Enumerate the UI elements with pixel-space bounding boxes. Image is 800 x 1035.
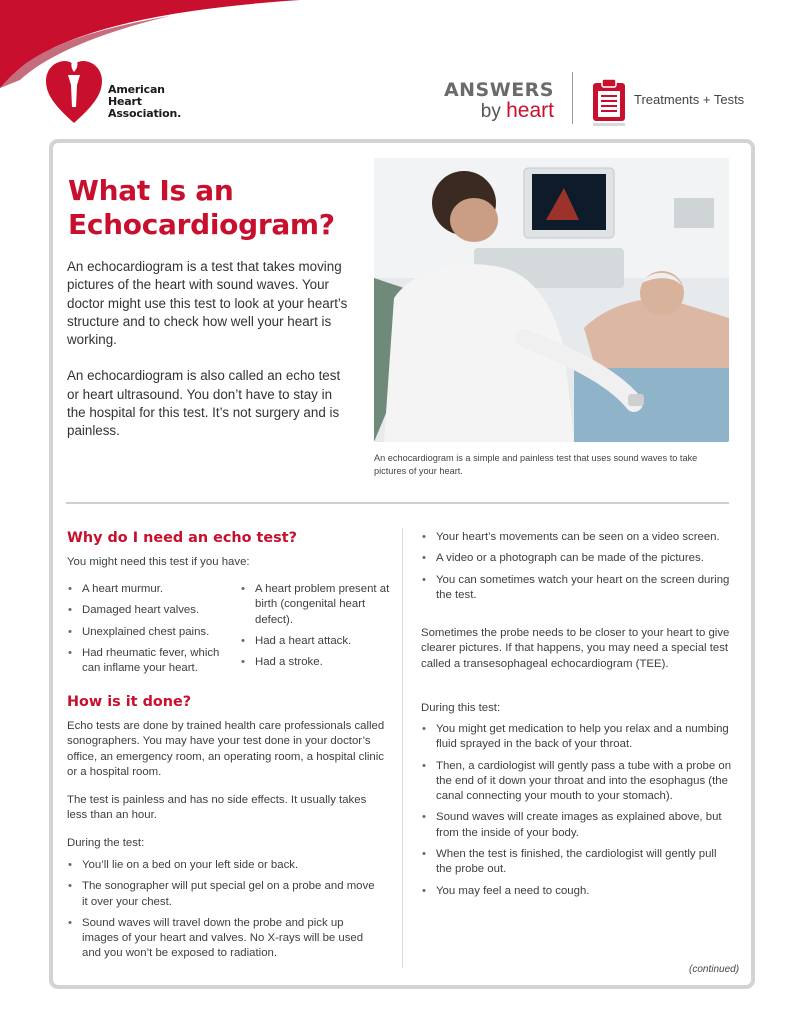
list-item: • Then, a cardiologist will gently pass a tube with a probe on the end of it down your throat and into the esophagus (the canal connecting your mouth to your stomach). <box>421 759 733 805</box>
section-divider <box>66 502 729 504</box>
echocardiogram-photo <box>374 158 729 442</box>
heart-torch-icon <box>46 55 102 127</box>
list-item: • Had a stroke. <box>240 655 392 670</box>
intro-text <box>67 258 352 441</box>
list-item: • You might get medication to help you relax and a numbing fluid sprayed in the back of your throat. <box>421 722 733 753</box>
list-item: • Had rheumatic fever, which can inflame your heart. <box>67 646 227 677</box>
list-item: • A video or a photograph can be made of the pictures. <box>421 551 733 566</box>
list-item: • Damaged heart valves. <box>67 603 227 618</box>
why-list-col1 <box>67 582 227 682</box>
how-paragraph: The test is painless and has no side effects. It usually takes less than an hour. <box>67 794 367 822</box>
list-item: • Sound waves will travel down the probe and pick up images of your heart and valves. No X-rays will be used and you won’t be exposed to radiation. <box>67 916 377 962</box>
how-list <box>67 858 377 968</box>
list-item: • A heart murmur. <box>67 582 227 597</box>
page-title: What Is an Echocardiogram? <box>68 174 335 241</box>
why-heading: Why do I need an echo test? <box>67 530 297 546</box>
list-item: • Unexplained chest pains. <box>67 625 227 640</box>
intro-paragraph: An echocardiogram is also called an echo test or heart ultrasound. You don’t have to stay in the hospital for this test. It’s not surgery and is painless. <box>67 368 341 439</box>
photo-caption: An echocardiogram is a simple and painless test that uses sound waves to take pictures of your heart. <box>374 453 698 476</box>
right-list-top <box>421 530 733 609</box>
continued-note: (continued) <box>689 964 740 975</box>
list-item: • Had a heart attack. <box>240 634 392 649</box>
during-label: During this test: <box>421 702 501 714</box>
why-list-col2 <box>240 582 392 676</box>
list-item: • You can sometimes watch your heart on the screen during the test. <box>421 573 733 604</box>
clipboard-icon <box>592 78 626 128</box>
header-divider <box>572 72 573 124</box>
section-label: Treatments + Tests <box>634 92 745 107</box>
tee-paragraph: Sometimes the probe needs to be closer to your heart to give clearer pictures. If that happens, you may need a special test called a transesophageal echocardiogram (TEE). <box>421 627 730 670</box>
list-item: • You’ll lie on a bed on your left side or back. <box>67 858 377 873</box>
list-item: • When the test is finished, the cardiologist will gently pull the probe out. <box>421 847 733 878</box>
why-lead: You might need this test if you have: <box>67 556 250 568</box>
answers-by-heart: ANSWERS by heart <box>443 79 554 122</box>
list-item: • Your heart’s movements can be seen on a video screen. <box>421 530 733 545</box>
list-item: • You may feel a need to cough. <box>421 884 733 899</box>
list-item: • Sound waves will create images as explained above, but from the inside of your body. <box>421 810 733 841</box>
intro-paragraph: An echocardiogram is a test that takes moving pictures of the heart with sound waves. Your doctor might use this test to look at your heart’s structure and to check how well your heart is working. <box>67 259 348 348</box>
list-item: • The sonographer will put special gel on a probe and move it over your chest. <box>67 879 377 910</box>
how-heading: How is it done? <box>67 694 192 710</box>
column-divider <box>402 528 403 968</box>
during-label: During the test: <box>67 837 145 849</box>
how-paragraph: Echo tests are done by trained health care professionals called sonographers. You may have your test done in your doctor’s office, an emergency room, an operating room, a hospital clinic or a hospital room. <box>67 720 385 778</box>
list-item: • A heart problem present at birth (congenital heart defect). <box>240 582 392 628</box>
logo-text: American Heart Association. <box>108 83 182 120</box>
tee-list <box>421 722 733 905</box>
